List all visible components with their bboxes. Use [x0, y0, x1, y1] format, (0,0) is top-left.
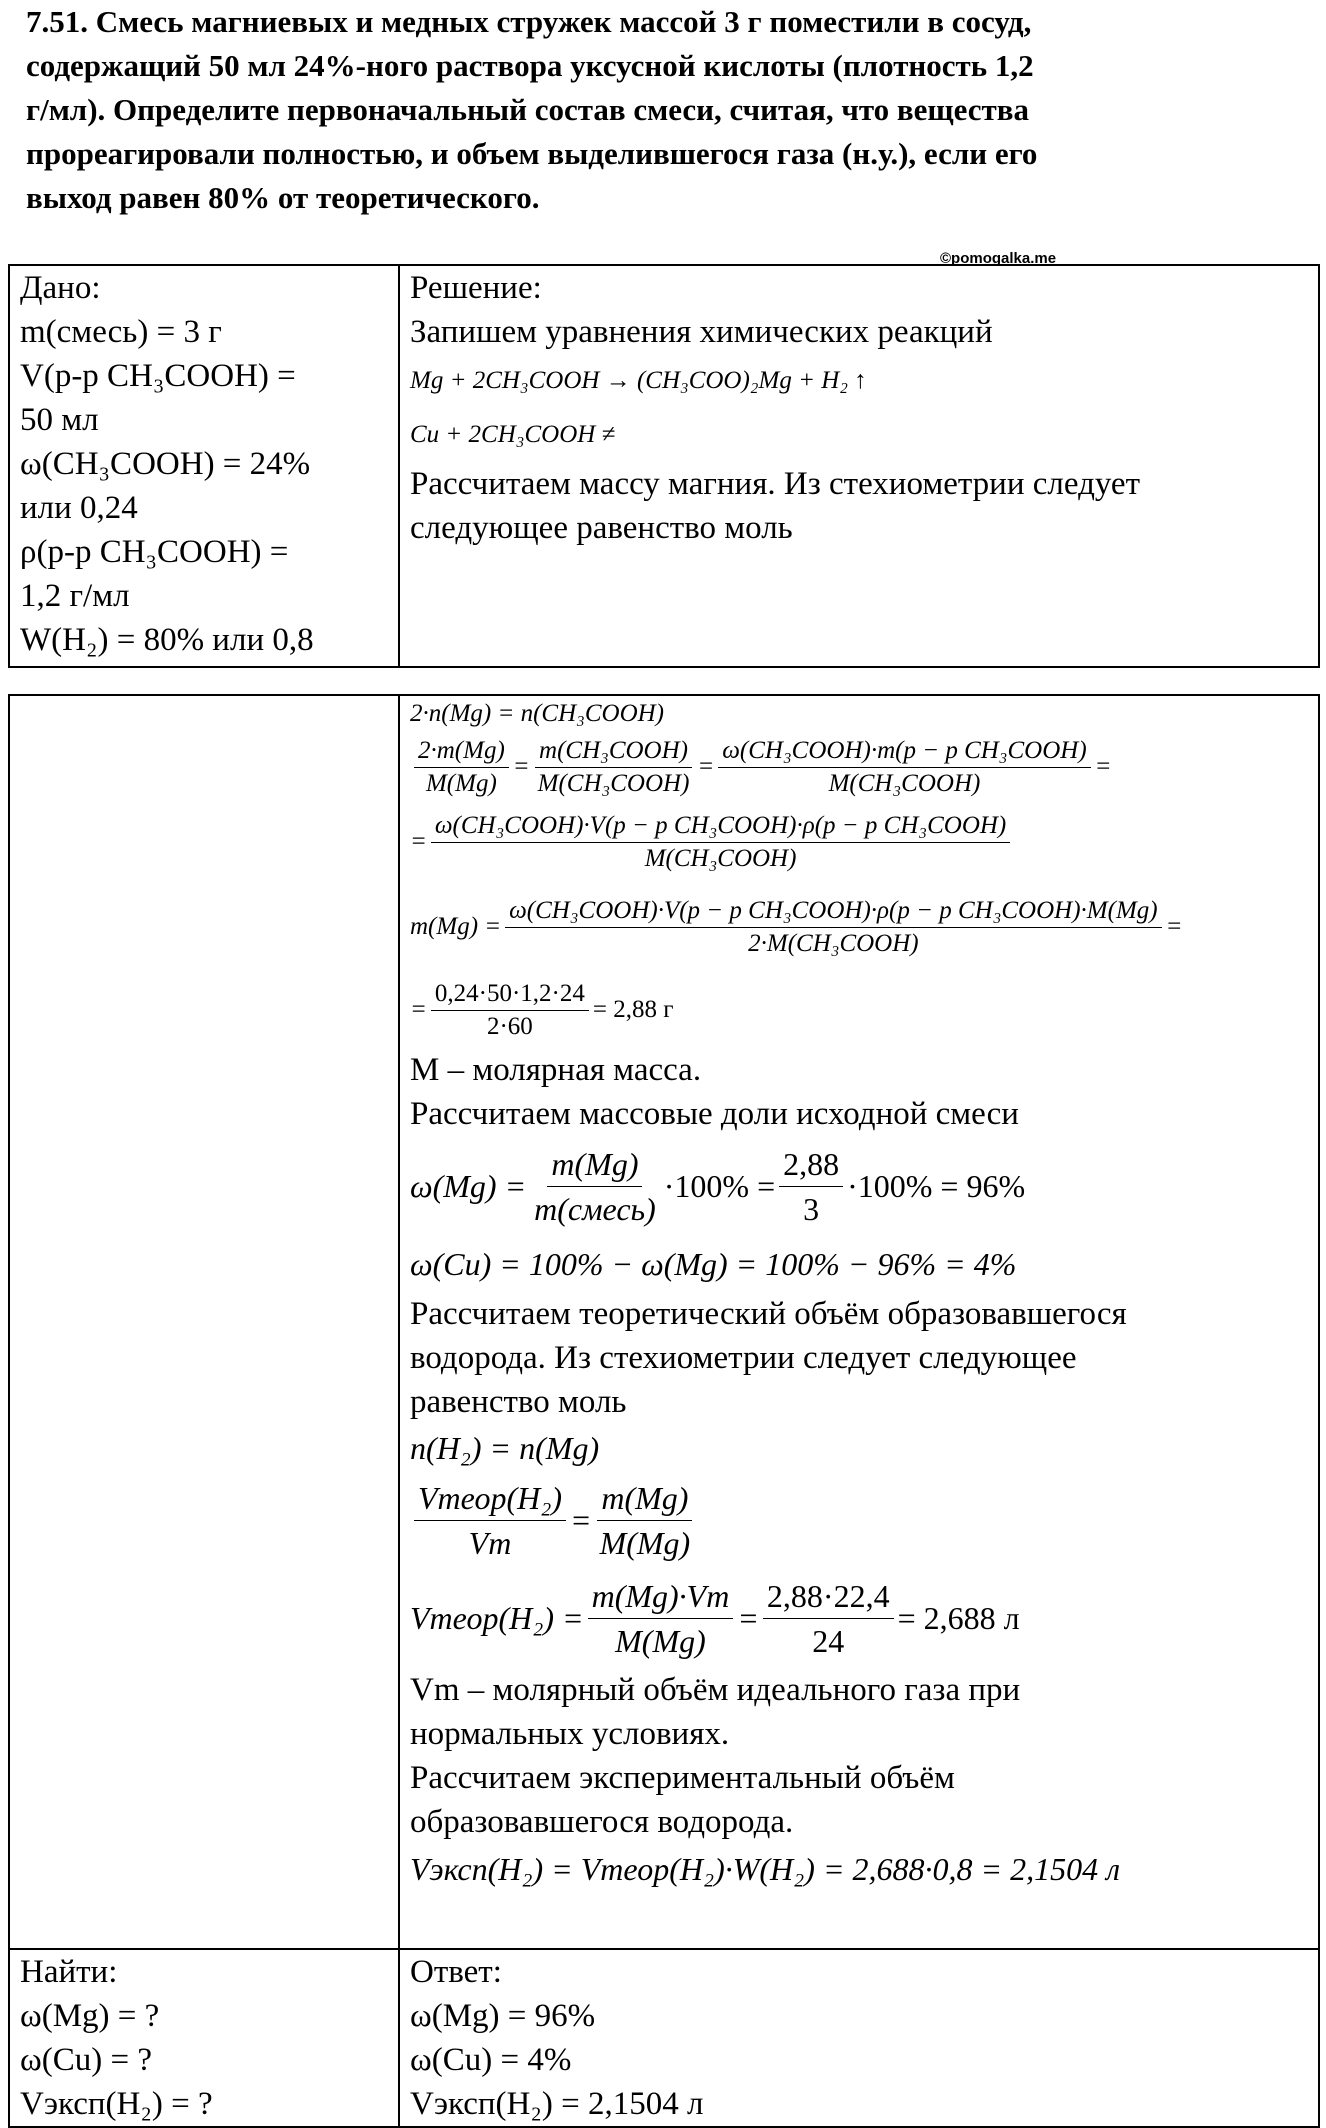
formula-mass-result: = $\frac{0,24\cdot 50\cdot 1,2\cdot 24}{2\cdot 60}$ = 2,88 г: [410, 972, 1318, 1048]
frac-num: m(Mg): [597, 1476, 692, 1521]
formula-result: ·100% = 96%: [847, 1167, 1026, 1204]
frac-num: m(Mg)·Vm: [588, 1574, 734, 1619]
solution-continuation-table: [8, 694, 1320, 2128]
problem-statement: [26, 0, 1306, 220]
formula-result: = 2,688 л: [897, 1599, 1020, 1636]
mass-text: Рассчитаем массу магния. Из стехиометрии следует: [410, 466, 1140, 502]
frac-den: 3: [803, 1190, 820, 1227]
answer-line: ω(Mg) = 96%: [410, 1998, 596, 2034]
answer-line: Vэксп(H₂) = 2,1504 л: [410, 2086, 704, 2122]
given-line: V(р-р CH₃COOH) =: [20, 358, 296, 394]
experimental-text: образовавшегося водорода.: [410, 1804, 794, 1840]
problem-line: содержащий 50 мл 24%-ного раствора уксусной кислоты (плотность 1,2: [26, 48, 1034, 83]
problem-line: г/мл). Определите первоначальный состав смеси, считая, что вещества: [26, 92, 1029, 127]
frac-num: ω(CH₃COOH)·V(p − p CH₃COOH)·ρ(p − p CH₃COOH)·M(Mg): [505, 895, 1161, 928]
watermark: ©pomogalka.me: [940, 250, 1057, 267]
given-solution-table: [8, 264, 1320, 668]
formula-result: = 2,88 г: [592, 996, 674, 1023]
formula-lhs: m(Mg) =: [410, 913, 502, 940]
empty-left-cell: [9, 695, 399, 1949]
find-title: Найти:: [20, 1954, 118, 1990]
formula-lhs: ω(Mg) =: [410, 1167, 527, 1204]
formula-v-ratio: $\frac{\text{Vтеор(H₂)}}{Vm}$ = $\frac{m(Mg)}{M(Mg)}$: [410, 1472, 1318, 1568]
formula-mass-ratio: $\frac{2\cdot m(Mg)}{M(Mg)}$ = $\frac{\text{m(CH₃COOH)}}{\text{M(CH₃COOH)}}$ = $\frac{\text{ω(CH₃COOH)·m(p − p CH₃COOH)}}{\text{M(CH₃COOH)}}$ =: [410, 732, 1318, 802]
vm-note: нормальных условиях.: [410, 1716, 730, 1752]
answer-cell: [399, 1949, 1319, 2127]
given-line: ρ(р-р CH₃COOH) =: [20, 534, 289, 570]
find-line: ω(Cu) = ?: [20, 2042, 152, 2078]
frac-den: 2·60: [486, 1012, 533, 1040]
formula-lhs: Vтеор(H₂) =: [410, 1599, 584, 1636]
experimental-text: Рассчитаем экспериментальный объём: [410, 1760, 955, 1796]
frac-den: M(CH₃COOH): [828, 769, 981, 797]
find-line: ω(Mg) = ?: [20, 1998, 160, 2034]
molar-note: M – молярная масса.: [410, 1052, 702, 1088]
frac-num: 2,88: [779, 1142, 843, 1187]
formula-mass-mg: m(Mg) = $\frac{\text{ω(CH₃COOH)·V(p − p CH₃COOH)·ρ(p − p CH₃COOH)·M(Mg)}}{\text{2·M(CH₃COOH)}}$ =: [410, 882, 1318, 972]
given-title: Дано:: [20, 270, 101, 306]
given-line: ω(CH₃COOH) = 24%: [20, 446, 311, 482]
frac-den: 24: [812, 1622, 845, 1659]
frac-den: m(смесь): [534, 1190, 656, 1227]
reaction-cu: Cu + 2CH₃COOH ≠: [410, 421, 616, 448]
frac-num: ω(CH₃COOH)·V(p − p CH₃COOH)·ρ(p − p CH₃COOH): [431, 810, 1010, 843]
volume-text: Рассчитаем теоретический объём образовавшегося: [410, 1296, 1127, 1332]
solution-intro: Запишем уравнения химических реакций: [410, 314, 993, 350]
answer-line: ω(Cu) = 4%: [410, 2042, 572, 2078]
frac-num: 2,88·22,4: [763, 1574, 894, 1619]
given-line: 50 мл: [20, 402, 99, 438]
frac-den: 2·M(CH₃COOH): [748, 929, 919, 957]
reaction-mg: Mg + 2CH₃COOH → (CH₃COO)₂Mg + H₂ ↑: [410, 367, 867, 394]
formula-mid: ·100% =: [663, 1167, 776, 1204]
formula-w-cu: ω(Cu) = 100% − ω(Mg) = 100% − 96% = 4%: [410, 1246, 1017, 1282]
frac-den: M(Mg): [425, 769, 497, 797]
solution-cell-top: [399, 265, 1319, 667]
formula-volume-density: = $\frac{\text{ω(CH₃COOH)·V(p − p CH₃COOH)·ρ(p − p CH₃COOH)}}{\text{M(CH₃COOH)}}$: [410, 802, 1318, 882]
volume-text: равенство моль: [410, 1384, 627, 1420]
frac-num: m(CH₃COOH): [535, 735, 692, 768]
frac-num: 2·m(Mg): [414, 735, 509, 768]
given-line: m(смесь) = 3 г: [20, 314, 222, 350]
given-line: W(H₂) = 80% или 0,8: [20, 622, 314, 658]
mass-text: следующее равенство моль: [410, 510, 793, 546]
formula-v-exp: Vэксп(H₂) = Vтеор(H₂)·W(H₂) = 2,688·0,8 = 2,1504 л: [410, 1851, 1121, 1887]
frac-num: m(Mg): [547, 1142, 642, 1187]
formula-v-theor: Vтеор(H₂) = $\frac{m(Mg)\cdot Vm}{M(Mg)}$ = $\frac{2,88\cdot 22,4}{24}$ = 2,688 л: [410, 1568, 1318, 1668]
vm-note: Vm – молярный объём идеального газа при: [410, 1672, 1021, 1708]
frac-num: Vтеор(H₂): [414, 1476, 566, 1521]
fraction-text: Рассчитаем массовые доли исходной смеси: [410, 1096, 1019, 1132]
frac-den: M(CH₃COOH): [537, 769, 690, 797]
formula-w-mg: [410, 1136, 1318, 1236]
mole-equality: 2·n(Mg) = n(CH₃COOH): [410, 700, 665, 727]
answer-title: Ответ:: [410, 1954, 502, 1990]
given-line: или 0,24: [20, 490, 138, 526]
problem-line: прореагировали полностью, и объем выделившегося газа (н.у.), если его: [26, 136, 1038, 171]
solution-cell-main: [399, 695, 1319, 1949]
frac-num: ω(CH₃COOH)·m(p − p CH₃COOH): [718, 735, 1090, 768]
mole-equality-h2: n(H₂) = n(Mg): [410, 1430, 600, 1466]
frac-den: Vm: [468, 1524, 512, 1561]
frac-num: 0,24·50·1,2·24: [431, 978, 589, 1011]
volume-text: водорода. Из стехиометрии следует следующее: [410, 1340, 1077, 1376]
frac-den: M(Mg): [615, 1622, 706, 1659]
given-line: 1,2 г/мл: [20, 578, 130, 614]
find-cell: [9, 1949, 399, 2127]
frac-den: M(CH₃COOH): [644, 844, 797, 872]
given-cell: [9, 265, 399, 667]
find-line: Vэксп(H₂) = ?: [20, 2086, 213, 2122]
solution-title: Решение:: [410, 270, 542, 306]
frac-den: M(Mg): [599, 1524, 691, 1561]
problem-line: 7.51. Смесь магниевых и медных стружек массой 3 г поместили в сосуд,: [26, 4, 1032, 39]
problem-line: выход равен 80% от теоретического.: [26, 180, 540, 215]
